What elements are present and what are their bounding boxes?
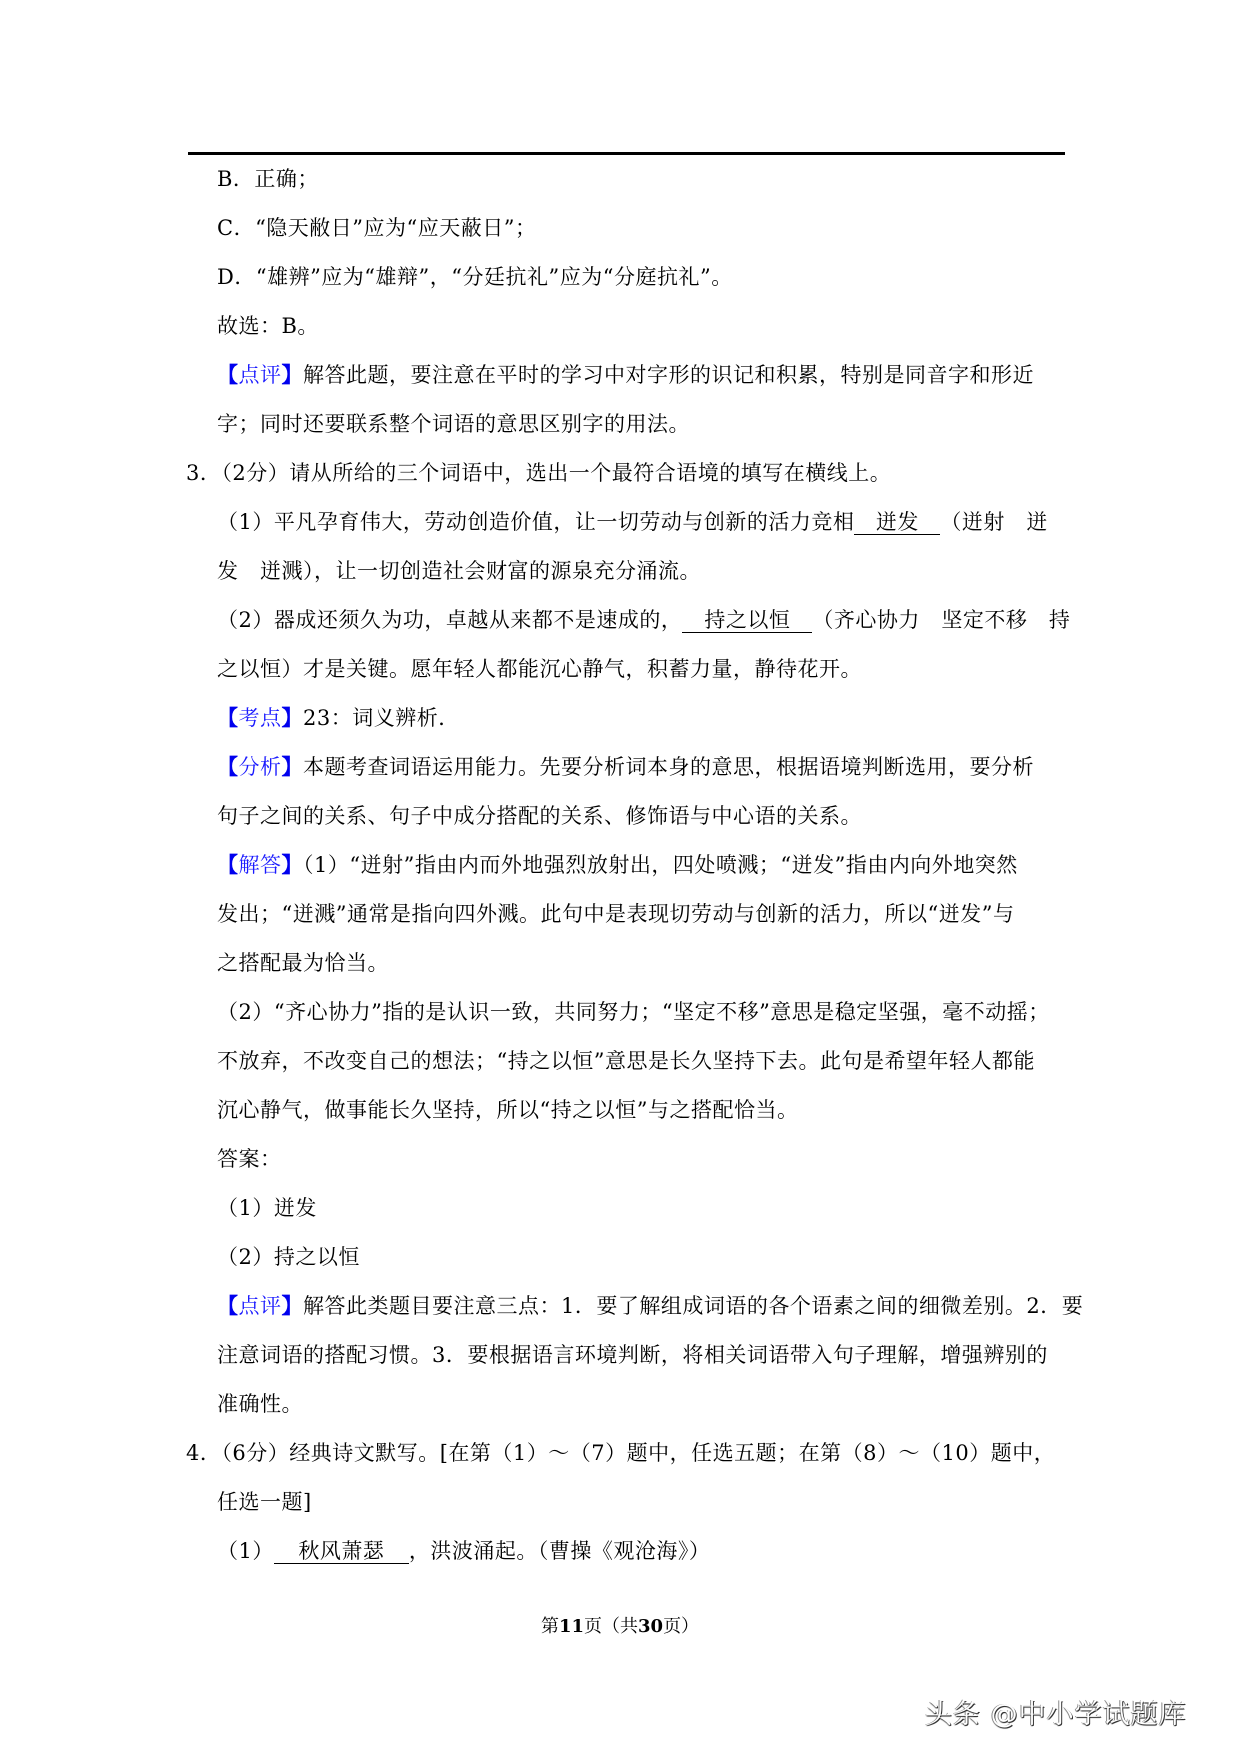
fenxi-line-1 bbox=[217, 753, 1034, 781]
q4-sentence-1 bbox=[217, 1537, 710, 1565]
footer-suffix: 页） bbox=[663, 1616, 700, 1637]
q3-s1-options: （迸射 迸 bbox=[940, 510, 1048, 534]
answer-2: （2）持之以恒 bbox=[217, 1245, 360, 1269]
fenxi-tag: 【分析】 bbox=[217, 754, 303, 779]
q3-sentence-2-line-2: 之以恒）才是关键。愿年轻人都能沉心静气，积蓄力量，静待花开。 bbox=[217, 657, 862, 681]
q3-sentence-1 bbox=[217, 508, 1048, 536]
question-4-stem-line-2: 任选一题] bbox=[217, 1490, 312, 1514]
q3-s2-prefix: （2）器成还须久为功，卓越从来都不是速成的， bbox=[217, 608, 683, 632]
comment-line-2: 字；同时还要联系整个词语的意思区别字的用法。 bbox=[217, 412, 690, 436]
dianping-line-1 bbox=[217, 1292, 1083, 1320]
q3-s2-options: （齐心协力 坚定不移 持 bbox=[812, 608, 1071, 632]
current-page-number: 11 bbox=[558, 1616, 584, 1637]
q3-sentence-1-line-2: 发 迸溅），让一切创造社会财富的源泉充分涌流。 bbox=[217, 559, 701, 583]
answer-label: 答案： bbox=[217, 1147, 282, 1171]
dianping-text: 解答此类题目要注意三点：1．要了解组成词语的各个语素之间的细微差别。2．要 bbox=[303, 1294, 1084, 1318]
q3-s1-answer-blank: 迸发 bbox=[854, 510, 940, 535]
footer-mid: 页（共 bbox=[584, 1616, 638, 1637]
jieda-line-6: 沉心静气，做事能长久坚持，所以“持之以恒”与之搭配恰当。 bbox=[217, 1098, 799, 1122]
footer-prefix: 第 bbox=[540, 1616, 559, 1637]
jieda-line-3: 之搭配最为恰当。 bbox=[217, 951, 389, 975]
kaodian-line bbox=[217, 704, 460, 732]
comment-tag: 【点评】 bbox=[217, 362, 303, 387]
option-b: B．正确； bbox=[217, 167, 319, 191]
dianping-tag: 【点评】 bbox=[217, 1293, 303, 1318]
q3-sentence-2 bbox=[217, 606, 1070, 634]
choice-result: 故选：B。 bbox=[217, 314, 319, 338]
jieda-line-1 bbox=[217, 851, 1018, 879]
total-pages: 30 bbox=[638, 1616, 664, 1637]
page-footer bbox=[0, 1612, 1240, 1638]
fenxi-line-2: 句子之间的关系、句子中成分搭配的关系、修饰语与中心语的关系。 bbox=[217, 804, 862, 828]
question-4-stem: 4．（6分）经典诗文默写。[在第（1）～（7）题中，任选五题；在第（8）～（10）题中， bbox=[186, 1441, 1056, 1465]
comment-text: 解答此题，要注意在平时的学习中对字形的识记和积累，特别是同音字和形近 bbox=[303, 363, 1034, 387]
question-3-stem: 3．（2分）请从所给的三个词语中，选出一个最符合语境的填写在横线上。 bbox=[186, 461, 892, 485]
kaodian-tag: 【考点】 bbox=[217, 705, 303, 730]
jieda-line-5: 不放弃，不改变自己的想法；“持之以恒”意思是长久坚持下去。此句是希望年轻人都能 bbox=[217, 1049, 1035, 1073]
comment-line-1 bbox=[217, 361, 1034, 389]
option-d: D．“雄辨”应为“雄辩”，“分廷抗礼”应为“分庭抗礼”。 bbox=[217, 265, 733, 289]
header-rule bbox=[188, 152, 1065, 155]
q4-s1-answer-blank: 秋风萧瑟 bbox=[274, 1539, 409, 1564]
kaodian-text: 23：词义辨析． bbox=[303, 706, 460, 730]
jieda-line-2: 发出；“迸溅”通常是指向四外溅。此句中是表现切劳动与创新的活力，所以“迸发”与 bbox=[217, 902, 1015, 926]
dianping-line-3: 准确性。 bbox=[217, 1392, 303, 1416]
fenxi-text: 本题考查词语运用能力。先要分析词本身的意思，根据语境判断选用，要分析 bbox=[303, 755, 1034, 779]
dianping-line-2: 注意词语的搭配习惯。3．要根据语言环境判断，将相关词语带入句子理解，增强辨别的 bbox=[217, 1343, 1048, 1367]
q4-s1-suffix: ，洪波涌起。（曹操《观沧海》） bbox=[408, 1539, 711, 1563]
q3-s1-prefix: （1）平凡孕育伟大，劳动创造价值，让一切劳动与创新的活力竞相 bbox=[217, 510, 855, 534]
option-c: C．“隐天敝日”应为“应天蔽日”； bbox=[217, 216, 537, 240]
jieda-tag: 【解答】 bbox=[217, 852, 303, 877]
jieda-line-4: （2）“齐心协力”指的是认识一致，共同努力；“坚定不移”意思是稳定坚强，毫不动摇； bbox=[217, 1000, 1050, 1024]
q4-s1-prefix: （1） bbox=[217, 1539, 274, 1563]
answer-1: （1）迸发 bbox=[217, 1196, 317, 1220]
jieda-text: （1）“迸射”指由内而外地强烈放射出，四处喷溅；“迸发”指由内向外地突然 bbox=[303, 853, 1018, 877]
q3-s2-answer-blank: 持之以恒 bbox=[682, 608, 812, 633]
watermark: 头条 @中小学试题库 bbox=[925, 1699, 1187, 1730]
